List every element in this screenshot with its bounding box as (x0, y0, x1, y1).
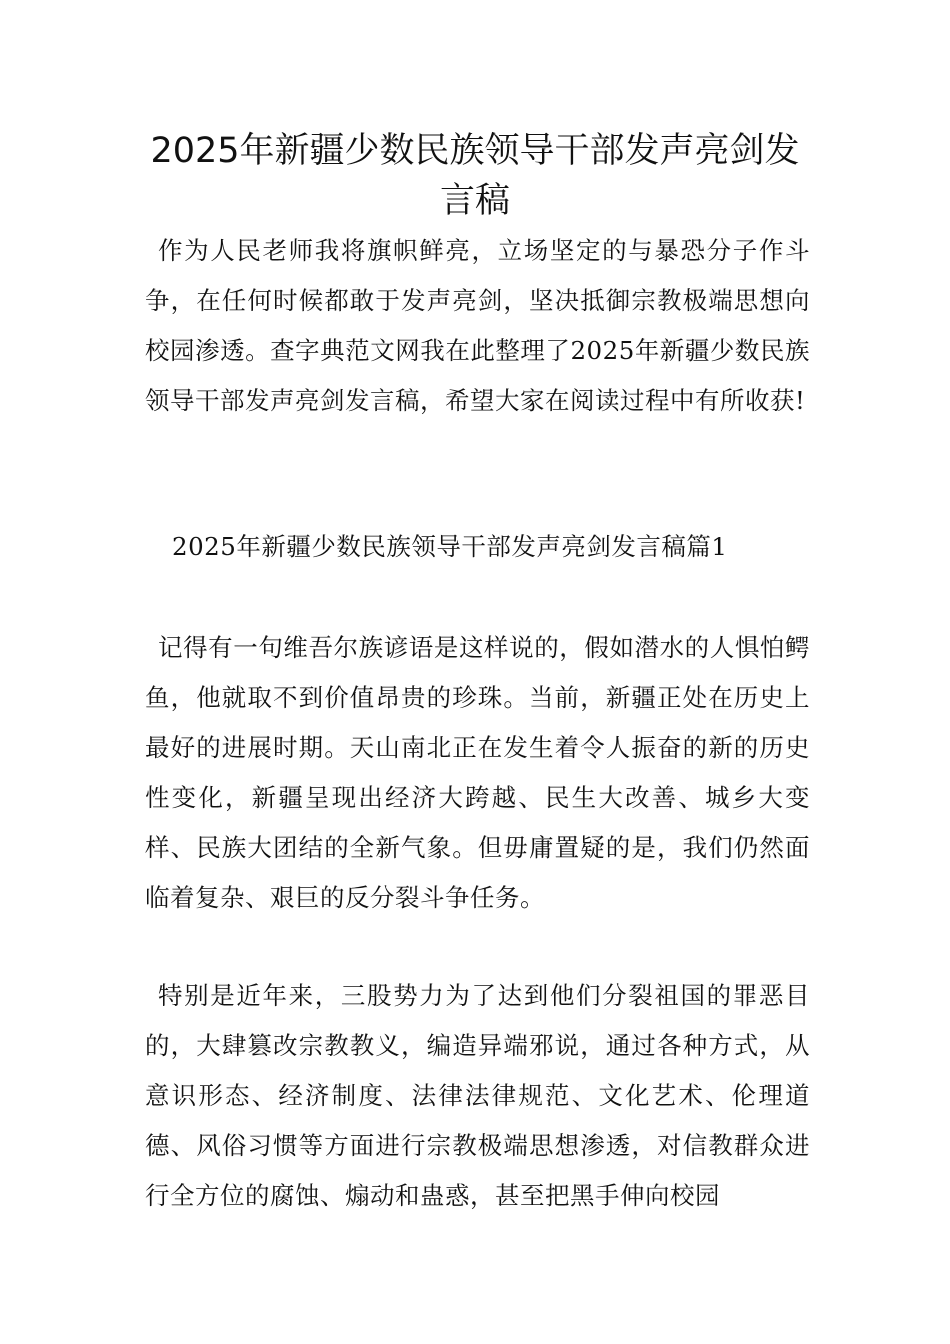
title-line-1: 2025年新疆少数民族领导干部发声亮剑发 (150, 131, 800, 171)
document-title (140, 126, 810, 226)
title-line-2: 言稿 (439, 181, 510, 221)
body-paragraph-2: 特别是近年来，三股势力为了达到他们分裂祖国的罪恶目的，大肆篡改宗教教义，编造异端邪说，通过各种方式，从意识形态、经济制度、法律法律规范、文化艺术、伦理道德、风俗习惯等方面进行宗教极端思想渗透，对信教群众进行全方位的腐蚀、煽动和蛊惑，甚至把黑手伸向校园 (145, 981, 810, 1210)
body-paragraph-1: 记得有一句维吾尔族谚语是这样说的，假如潜水的人惧怕鳄鱼，他就取不到价值昂贵的珍珠。当前，新疆正处在历史上最好的进展时期。天山南北正在发生着令人振奋的新的历史性变化，新疆呈现出经济大跨越、民生大改善、城乡大变样、民族大团结的全新气象。但毋庸置疑的是，我们仍然面临着复杂、艰巨的反分裂斗争任务。 (145, 633, 810, 912)
section-heading: 2025年新疆少数民族领导干部发声亮剑发言稿篇1 (172, 532, 728, 561)
intro-paragraph: 作为人民老师我将旗帜鲜亮，立场坚定的与暴恐分子作斗争，在任何时候都敢于发声亮剑，坚决抵御宗教极端思想向校园渗透。查字典范文网我在此整理了2025年新疆少数民族领导干部发声亮剑发言稿，希望大家在阅读过程中有所收获! (145, 236, 810, 415)
